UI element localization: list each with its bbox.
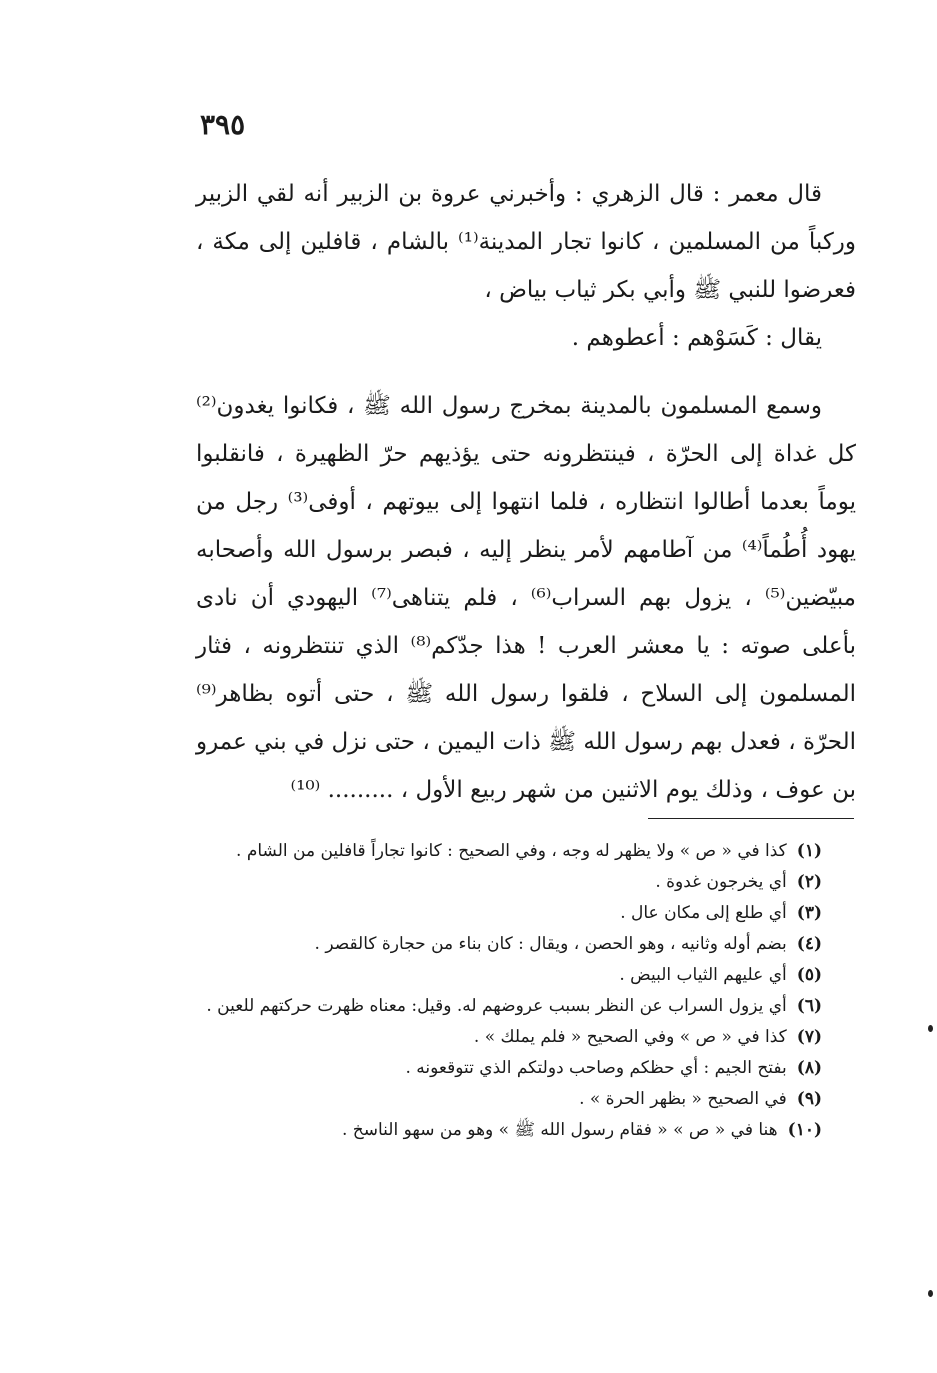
main-text xyxy=(196,170,856,814)
paragraph-1: قال معمر : قال الزهري : وأخبرني عروة بن الزبير أنه لقي الزبير وركباً من المسلمين ، كانوا تجار المدينة⁽¹⁾ بالشام ، قافلين إلى مكة ، فعرضوا للنبي ﷺ وأبي بكر ثياب بياض ، xyxy=(196,181,856,303)
footnote-text: أي يزول السراب عن النظر بسبب عروضهم له. وقيل: معناه ظهرت حركتهم للعين . xyxy=(206,996,787,1016)
page-number: ٣٩٥ xyxy=(200,108,246,141)
footnote-number: (١٠) xyxy=(787,1120,822,1140)
footnotes xyxy=(196,836,822,1146)
footnote-text: كذا في « ص » وفي الصحيح « فلم يملك » . xyxy=(473,1027,787,1047)
footnote-number: (٢) xyxy=(796,872,822,892)
footnote-number: (٥) xyxy=(796,965,822,985)
footnote-number: (٧) xyxy=(796,1027,822,1047)
paragraph-2: يقال : كَسَوْهم : أعطوهم . xyxy=(571,325,822,351)
scan-speck xyxy=(928,1025,933,1032)
footnote-text: أي عليهم الثياب البيض . xyxy=(619,965,787,985)
footnote-number: (١) xyxy=(796,841,822,861)
footnote-number: (٤) xyxy=(796,934,822,954)
footnote xyxy=(196,1084,822,1115)
footnote-text: بفتح الجيم : أي حظكم وصاحب دولتكم الذي تتوقعونه . xyxy=(405,1058,787,1078)
footnote-text: في الصحيح « بظهر الحرة » . xyxy=(579,1089,787,1109)
footnote-number: (٩) xyxy=(796,1089,822,1109)
footnote xyxy=(196,1053,822,1084)
footnote-text: هنا في « ص » « فقام رسول الله ﷺ » وهو من سهو الناسخ . xyxy=(341,1120,778,1140)
footnote xyxy=(196,867,822,898)
footnote-divider xyxy=(648,818,854,819)
footnote xyxy=(196,898,822,929)
footnote-text: أي طلع إلى مكان عال . xyxy=(620,903,787,923)
footnote xyxy=(196,1022,822,1053)
scan-speck xyxy=(928,1290,933,1297)
footnote xyxy=(196,929,822,960)
footnote xyxy=(196,960,822,991)
paragraph-3: وسمع المسلمون بالمدينة بمخرج رسول الله ﷺ ، فكانوا يغدون⁽²⁾ كل غداة إلى الحرّة ، فينتظرونه حتى يؤذيهم حرّ الظهيرة ، فانقلبوا يوماً بعدما أطالوا انتظاره ، فلما انتهوا إلى بيوتهم ، أوفى⁽³⁾ رجل من يهود أُطُماً⁽⁴⁾ من آطامهم لأمر ينظر إليه ، فبصر برسول الله وأصحابه مبيّضين⁽⁵⁾ ، يزول بهم السراب⁽⁶⁾ ، فلم يتناهى⁽⁷⁾ اليهودي أن نادى بأعلى صوته : يا معشر العرب ! هذا جدّكم⁽⁸⁾ الذي تنتظرونه ، فثار المسلمون إلى السلاح ، فلقوا رسول الله ﷺ ، حتى أتوه بظاهر⁽⁹⁾ الحرّة ، فعدل بهم رسول الله ﷺ ذات اليمين ، حتى نزل في بني عمرو بن عوف ، وذلك يوم الاثنين من شهر ربيع الأول ، ......... ⁽¹⁰⁾ xyxy=(196,393,856,803)
footnote xyxy=(196,836,822,867)
footnote-number: (٦) xyxy=(796,996,822,1016)
footnote xyxy=(196,991,822,1022)
footnote-number: (٣) xyxy=(796,903,822,923)
footnote xyxy=(196,1115,822,1146)
footnote-text: أي يخرجون غدوة . xyxy=(655,872,787,892)
footnote-number: (٨) xyxy=(796,1058,822,1078)
footnote-text: بضم أوله وثانيه ، وهو الحصن ، ويقال : كان بناء من حجارة كالقصر . xyxy=(314,934,787,954)
footnote-text: كذا في « ص » ولا يظهر له وجه ، وفي الصحيح : كانوا تجاراً قافلين من الشام . xyxy=(236,841,787,861)
